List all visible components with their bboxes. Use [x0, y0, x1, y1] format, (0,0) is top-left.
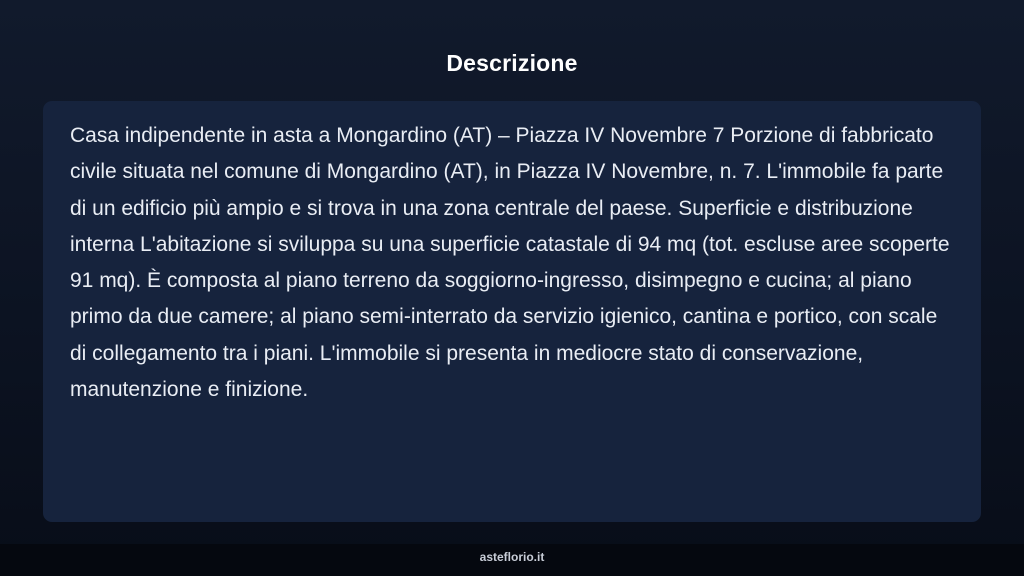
description-card [43, 101, 981, 522]
footer-brand: asteflorio.it [479, 550, 545, 564]
page-title: Descrizione [446, 50, 578, 76]
description-text: Casa indipendente in asta a Mongardino (AT) – Piazza IV Novembre 7 Porzione di fabbricato civile situata nel comune di Mongardino (AT), in Piazza IV Novembre, n. 7. L'immobile fa parte di un edificio più ampio e si trova in una zona centrale del paese. Superficie e distribuzione interna L'abitazione si sviluppa su una superficie catastale di 94 mq (tot. escluse aree scoperte 91 mq). È composta al piano terreno da soggiorno-ingresso, disimpegno e cucina; al piano primo da due camere; al piano semi-interrato da servizio igienico, cantina e portico, con scale di collegamento tra i piani. L'immobile si presenta in mediocre stato di conservazione, manutenzione e finizione. [70, 124, 950, 402]
